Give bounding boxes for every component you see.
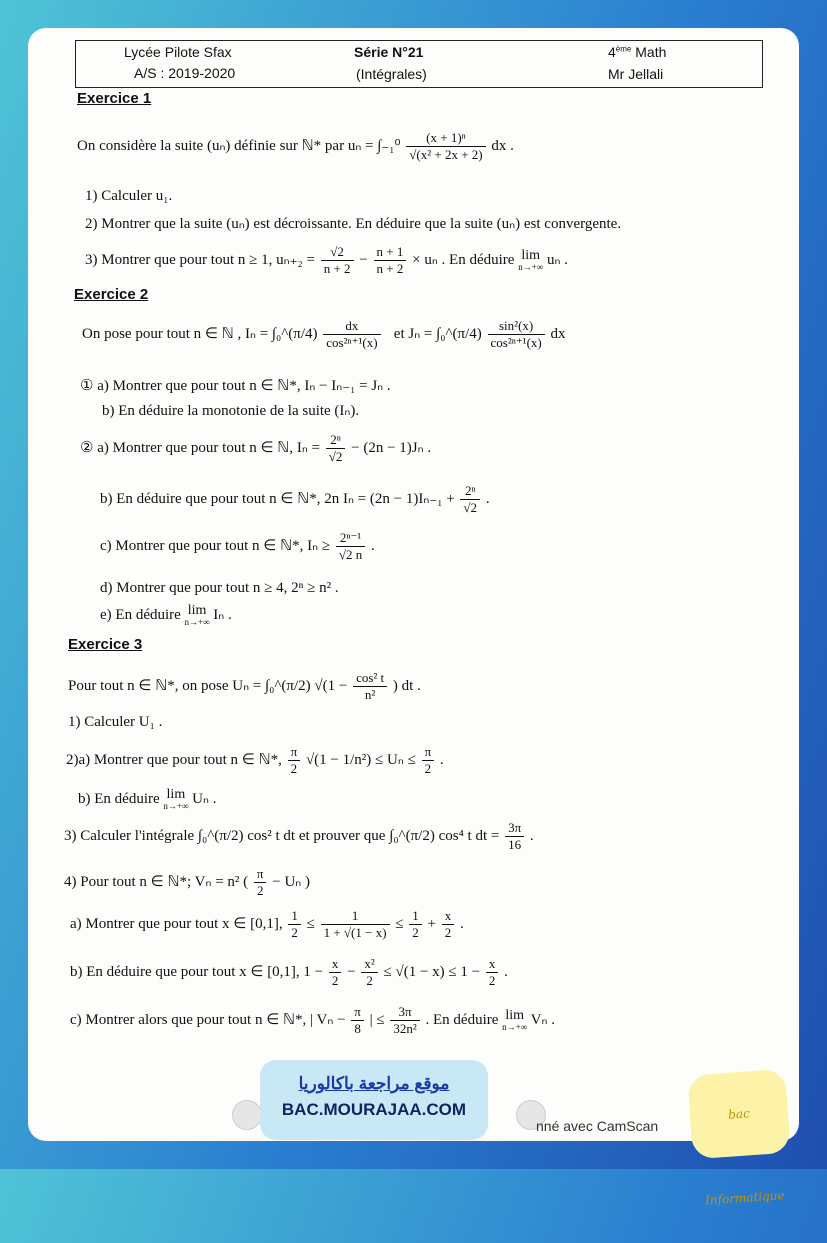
- ex3-question-4b: b) En déduire que pour tout x ∈ [0,1], 1 − $\frac{x}{2}$ − $\frac{\text{x²}}{2}$ ≤ √(1 − x) ≤ 1 − $\frac{x}{2}$ .: [70, 956, 508, 988]
- header-box: [75, 40, 763, 88]
- site-name-arabic[interactable]: موقع مراجعة باكالوريا: [298, 1074, 450, 1093]
- class-level: 4ème Math: [608, 44, 667, 60]
- ex1-question-1: 1) Calculer u₁.: [85, 188, 173, 204]
- site-logo-left-icon: [232, 1100, 262, 1130]
- ex1-intro: On considère la suite (uₙ) définie sur ℕ* par uₙ = ∫₋₁⁰ $\frac{\text{(x + 1)ⁿ}}{\text{√(x² + 2x + 2)}}$ dx .: [77, 130, 514, 162]
- teacher-name: Mr Jellali: [608, 66, 664, 82]
- site-url[interactable]: BAC.MOURAJAA.COM: [281, 1100, 467, 1119]
- ex1-question-3: 3) Montrer que pour tout n ≥ 1, uₙ₊₂ = $\frac{√2}{n + 2}$ − $\frac{n + 1}{n + 2}$ × uₙ . En déduire lim n→+∞ uₙ .: [85, 244, 568, 276]
- ex3-question-4c: c) Montrer alors que pour tout n ∈ ℕ*, | Vₙ − $\frac{\pi}{8}$ | ≤ $\frac{3\pi}{\text{32n²}}$ . En déduire lim n→+∞ Vₙ .: [70, 1004, 555, 1036]
- school-year: A/S : 2019-2020: [134, 65, 236, 81]
- ex3-question-1: 1) Calculer U₁ .: [68, 714, 163, 730]
- ex2-part2-e: e) En déduire lim n→+∞ Iₙ .: [100, 603, 232, 627]
- exercise-3-title: Exercice 3: [68, 636, 143, 653]
- ex2-part2-b: b) En déduire que pour tout n ∈ ℕ*, 2n Iₙ = (2n − 1)Iₙ₋₁ + $\frac{\text{2ⁿ}}{√2}$ .: [100, 483, 490, 515]
- ex2-part1-a: ① a) Montrer que pour tout n ∈ ℕ*, Iₙ − Iₙ₋₁ = Jₙ .: [80, 378, 391, 394]
- document-page: [28, 28, 799, 1141]
- ex3-question-2b: b) En déduire lim n→+∞ Uₙ .: [78, 787, 217, 811]
- ex3-question-4a: a) Montrer que pour tout x ∈ [0,1], $\frac{1}{2}$ ≤ $\frac{1}{1 + √(1 - x)}$ ≤ $\frac{1}{2}$ + $\frac{x}{2}$ .: [70, 908, 464, 940]
- ex3-question-3: 3) Calculer l'intégrale ∫₀^(π/2) cos² t dt et prouver que ∫₀^(π/2) cos⁴ t dt = $\frac{3\pi}{16}$ .: [64, 820, 534, 852]
- scanner-watermark: nné avec CamScan: [536, 1118, 659, 1134]
- ex3-question-2a: 2)a) Montrer que pour tout n ∈ ℕ*, $\frac{\pi}{2}$ √(1 − 1/n²) ≤ Uₙ ≤ $\frac{\pi}{2}$ .: [66, 744, 444, 776]
- ex2-part2-a: ② a) Montrer que pour tout n ∈ ℕ, Iₙ = $\frac{\text{2ⁿ}}{√2}$ − (2n − 1)Jₙ .: [80, 432, 432, 464]
- exercise-1-title: Exercice 1: [77, 90, 152, 107]
- site-banner[interactable]: [260, 1060, 488, 1140]
- ex2-part1-b: b) En déduire la monotonie de la suite (Iₙ).: [102, 403, 360, 419]
- serie-topic: (Intégrales): [356, 66, 427, 82]
- exercise-2-title: Exercice 2: [74, 286, 149, 303]
- bac-informatique-badge: bac Informatique: [687, 1069, 791, 1160]
- ex1-question-2: 2) Montrer que la suite (uₙ) est décroissante. En déduire que la suite (uₙ) est convergente.: [85, 216, 622, 232]
- ex2-part2-d: d) Montrer que pour tout n ≥ 4, 2ⁿ ≥ n² .: [100, 580, 339, 596]
- school-name: Lycée Pilote Sfax: [124, 44, 232, 60]
- ex2-intro: On pose pour tout n ∈ ℕ , Iₙ = ∫₀^(π/4) $\frac{dx}{\text{cos²ⁿ⁺¹(x)}}$ et Jₙ = ∫₀^(π/4) $\frac{\text{sin²(x)}}{\text{cos²ⁿ⁺¹(x)}}$ dx: [82, 318, 566, 350]
- ex3-question-4: 4) Pour tout n ∈ ℕ*; Vₙ = n² ( $\frac{\pi}{2}$ − Uₙ ): [64, 866, 310, 898]
- ex3-intro: Pour tout n ∈ ℕ*, on pose Uₙ = ∫₀^(π/2) √(1 − $\frac{\text{cos² t}}{\text{n²}}$ ) dt .: [68, 670, 421, 702]
- ex2-part2-c: c) Montrer que pour tout n ∈ ℕ*, Iₙ ≥ $\frac{\text{2ⁿ⁻¹}}{√2 n}$ .: [100, 530, 375, 562]
- serie-title: Série N°21: [354, 44, 424, 60]
